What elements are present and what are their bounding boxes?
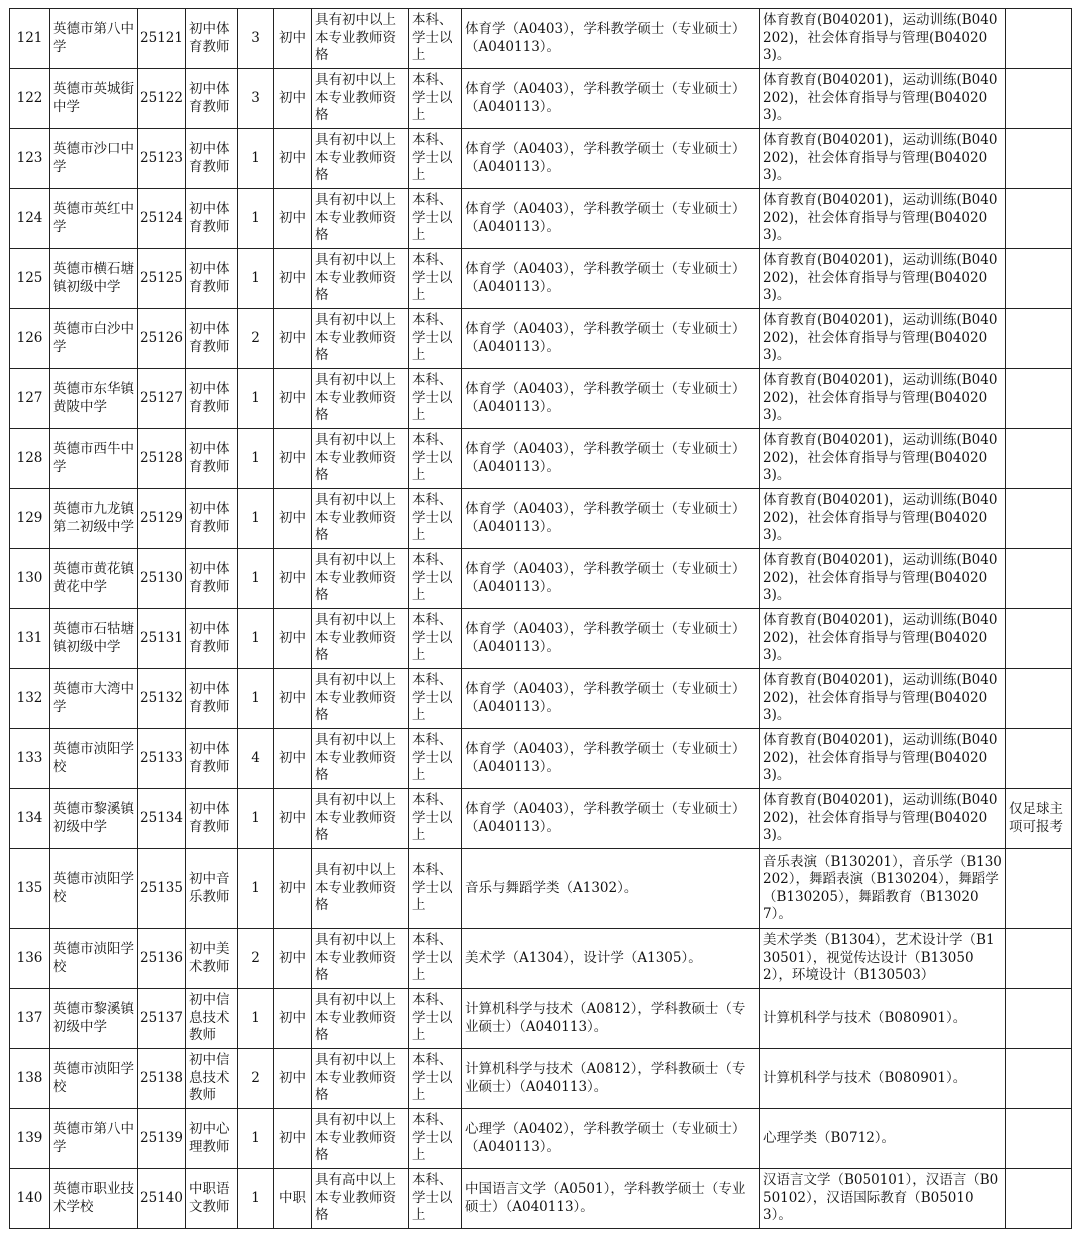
education-cell: 本科、学士以上: [409, 369, 462, 429]
employer-unit-cell: 英德市英红中学: [50, 189, 138, 249]
employer-unit-cell: 英德市白沙中学: [50, 309, 138, 369]
post-code-cell: 25124: [138, 189, 186, 249]
qualification-cell: 具有初中以上本专业教师资格: [312, 129, 409, 189]
postgraduate-major-cell: 美术学（A1304），设计学（A1305）。: [462, 929, 760, 989]
table-row: [10, 249, 1072, 309]
school-level-cell: 初中: [274, 669, 312, 729]
post-code-cell: 25121: [138, 9, 186, 69]
school-level-cell: 初中: [274, 1109, 312, 1169]
education-cell: 本科、学士以上: [409, 249, 462, 309]
postgraduate-major-cell: 计算机科学与技术（A0812），学科教硕士（专业硕士）（A040113）。: [462, 989, 760, 1049]
qualification-cell: 具有初中以上本专业教师资格: [312, 249, 409, 309]
hire-count-cell: 1: [238, 249, 274, 309]
postgraduate-major-cell: 体育学（A0403），学科教学硕士（专业硕士）（A040113）。: [462, 609, 760, 669]
education-cell: 本科、学士以上: [409, 309, 462, 369]
post-name-cell: 初中体育教师: [186, 429, 238, 489]
hire-count-cell: 4: [238, 729, 274, 789]
table-row: [10, 549, 1072, 609]
remark-cell: [1006, 429, 1072, 489]
hire-count-cell: 3: [238, 69, 274, 129]
qualification-cell: 具有初中以上本专业教师资格: [312, 929, 409, 989]
remark-cell: [1006, 1109, 1072, 1169]
table-row: [10, 789, 1072, 849]
postgraduate-major-cell: 计算机科学与技术（A0812），学科教硕士（专业硕士）（A040113）。: [462, 1049, 760, 1109]
qualification-cell: 具有初中以上本专业教师资格: [312, 669, 409, 729]
hire-count-cell: 2: [238, 309, 274, 369]
education-cell: 本科、学士以上: [409, 129, 462, 189]
qualification-cell: 具有初中以上本专业教师资格: [312, 989, 409, 1049]
undergraduate-major-cell: 体育教育(B040201)，运动训练(B040202)，社会体育指导与管理(B040203)。: [760, 189, 1006, 249]
employer-unit-cell: 英德市西牛中学: [50, 429, 138, 489]
undergraduate-major-cell: 体育教育(B040201)，运动训练(B040202)，社会体育指导与管理(B040203)。: [760, 309, 1006, 369]
qualification-cell: 具有初中以上本专业教师资格: [312, 309, 409, 369]
post-code-cell: 25140: [138, 1169, 186, 1229]
postgraduate-major-cell: 体育学（A0403），学科教学硕士（专业硕士）（A040113）。: [462, 729, 760, 789]
table-row: [10, 669, 1072, 729]
table-row: [10, 189, 1072, 249]
post-code-cell: 25133: [138, 729, 186, 789]
table-row: [10, 369, 1072, 429]
remark-cell: [1006, 1169, 1072, 1229]
table-row: [10, 1109, 1072, 1169]
school-level-cell: 初中: [274, 549, 312, 609]
education-cell: 本科、学士以上: [409, 549, 462, 609]
hire-count-cell: 1: [238, 609, 274, 669]
school-level-cell: 初中: [274, 609, 312, 669]
table-row: [10, 129, 1072, 189]
post-code-cell: 25132: [138, 669, 186, 729]
row-number-cell: 140: [10, 1169, 50, 1229]
row-number-cell: 134: [10, 789, 50, 849]
row-number-cell: 131: [10, 609, 50, 669]
school-level-cell: 初中: [274, 929, 312, 989]
hire-count-cell: 1: [238, 429, 274, 489]
qualification-cell: 具有初中以上本专业教师资格: [312, 489, 409, 549]
hire-count-cell: 2: [238, 929, 274, 989]
postgraduate-major-cell: 音乐与舞蹈学类（A1302）。: [462, 849, 760, 929]
remark-cell: [1006, 69, 1072, 129]
undergraduate-major-cell: 计算机科学与技术（B080901）。: [760, 1049, 1006, 1109]
qualification-cell: 具有初中以上本专业教师资格: [312, 189, 409, 249]
hire-count-cell: 2: [238, 1049, 274, 1109]
education-cell: 本科、学士以上: [409, 69, 462, 129]
employer-unit-cell: 英德市东华镇黄陂中学: [50, 369, 138, 429]
remark-cell: [1006, 249, 1072, 309]
education-cell: 本科、学士以上: [409, 189, 462, 249]
education-cell: 本科、学士以上: [409, 789, 462, 849]
recruitment-table: [9, 8, 1072, 1229]
post-code-cell: 25137: [138, 989, 186, 1049]
employer-unit-cell: 英德市第八中学: [50, 9, 138, 69]
post-code-cell: 25135: [138, 849, 186, 929]
post-name-cell: 初中信息技术教师: [186, 989, 238, 1049]
remark-cell: [1006, 1049, 1072, 1109]
post-name-cell: 初中体育教师: [186, 369, 238, 429]
education-cell: 本科、学士以上: [409, 1049, 462, 1109]
row-number-cell: 136: [10, 929, 50, 989]
undergraduate-major-cell: 体育教育(B040201)，运动训练(B040202)，社会体育指导与管理(B040203)。: [760, 549, 1006, 609]
qualification-cell: 具有初中以上本专业教师资格: [312, 789, 409, 849]
post-name-cell: 初中体育教师: [186, 549, 238, 609]
education-cell: 本科、学士以上: [409, 489, 462, 549]
post-name-cell: 初中体育教师: [186, 189, 238, 249]
remark-cell: [1006, 489, 1072, 549]
post-name-cell: 初中心理教师: [186, 1109, 238, 1169]
post-code-cell: 25134: [138, 789, 186, 849]
school-level-cell: 初中: [274, 129, 312, 189]
school-level-cell: 初中: [274, 369, 312, 429]
qualification-cell: 具有初中以上本专业教师资格: [312, 609, 409, 669]
qualification-cell: 具有初中以上本专业教师资格: [312, 549, 409, 609]
remark-cell: [1006, 369, 1072, 429]
post-code-cell: 25130: [138, 549, 186, 609]
qualification-cell: 具有初中以上本专业教师资格: [312, 429, 409, 489]
table-row: [10, 609, 1072, 669]
postgraduate-major-cell: 体育学（A0403），学科教学硕士（专业硕士）（A040113）。: [462, 69, 760, 129]
postgraduate-major-cell: 体育学（A0403），学科教学硕士（专业硕士）（A040113）。: [462, 369, 760, 429]
table-row: [10, 989, 1072, 1049]
remark-cell: 仅足球主项可报考: [1006, 789, 1072, 849]
hire-count-cell: 1: [238, 549, 274, 609]
post-name-cell: 初中美术教师: [186, 929, 238, 989]
remark-cell: [1006, 309, 1072, 369]
undergraduate-major-cell: 计算机科学与技术（B080901）。: [760, 989, 1006, 1049]
qualification-cell: 具有初中以上本专业教师资格: [312, 69, 409, 129]
remark-cell: [1006, 989, 1072, 1049]
table-body: [10, 9, 1072, 1229]
school-level-cell: 初中: [274, 789, 312, 849]
qualification-cell: 具有初中以上本专业教师资格: [312, 1109, 409, 1169]
school-level-cell: 初中: [274, 309, 312, 369]
remark-cell: [1006, 189, 1072, 249]
education-cell: 本科、学士以上: [409, 989, 462, 1049]
hire-count-cell: 1: [238, 129, 274, 189]
postgraduate-major-cell: 体育学（A0403），学科教学硕士（专业硕士）（A040113）。: [462, 789, 760, 849]
row-number-cell: 126: [10, 309, 50, 369]
row-number-cell: 129: [10, 489, 50, 549]
education-cell: 本科、学士以上: [409, 609, 462, 669]
education-cell: 本科、学士以上: [409, 1169, 462, 1229]
hire-count-cell: 1: [238, 789, 274, 849]
hire-count-cell: 1: [238, 989, 274, 1049]
employer-unit-cell: 英德市石牯塘镇初级中学: [50, 609, 138, 669]
table-row: [10, 69, 1072, 129]
row-number-cell: 124: [10, 189, 50, 249]
row-number-cell: 130: [10, 549, 50, 609]
qualification-cell: 具有初中以上本专业教师资格: [312, 1049, 409, 1109]
row-number-cell: 137: [10, 989, 50, 1049]
school-level-cell: 初中: [274, 989, 312, 1049]
school-level-cell: 中职: [274, 1169, 312, 1229]
row-number-cell: 138: [10, 1049, 50, 1109]
undergraduate-major-cell: 体育教育(B040201)，运动训练(B040202)，社会体育指导与管理(B040203)。: [760, 249, 1006, 309]
undergraduate-major-cell: 体育教育(B040201)，运动训练(B040202)，社会体育指导与管理(B040203)。: [760, 609, 1006, 669]
undergraduate-major-cell: 汉语言文学（B050101），汉语言（B050102），汉语国际教育（B050103）。: [760, 1169, 1006, 1229]
undergraduate-major-cell: 体育教育(B040201)，运动训练(B040202)，社会体育指导与管理(B040203)。: [760, 369, 1006, 429]
row-number-cell: 123: [10, 129, 50, 189]
post-name-cell: 初中体育教师: [186, 729, 238, 789]
table-row: [10, 429, 1072, 489]
employer-unit-cell: 英德市浈阳学校: [50, 1049, 138, 1109]
remark-cell: [1006, 9, 1072, 69]
row-number-cell: 121: [10, 9, 50, 69]
post-code-cell: 25139: [138, 1109, 186, 1169]
employer-unit-cell: 英德市黄花镇黄花中学: [50, 549, 138, 609]
post-code-cell: 25125: [138, 249, 186, 309]
post-name-cell: 初中体育教师: [186, 129, 238, 189]
education-cell: 本科、学士以上: [409, 9, 462, 69]
employer-unit-cell: 英德市职业技术学校: [50, 1169, 138, 1229]
school-level-cell: 初中: [274, 729, 312, 789]
school-level-cell: 初中: [274, 489, 312, 549]
post-name-cell: 初中体育教师: [186, 309, 238, 369]
postgraduate-major-cell: 心理学（A0402），学科教学硕士（专业硕士）（A040113）。: [462, 1109, 760, 1169]
postgraduate-major-cell: 体育学（A0403），学科教学硕士（专业硕士）（A040113）。: [462, 189, 760, 249]
hire-count-cell: 1: [238, 1169, 274, 1229]
table-row: [10, 1049, 1072, 1109]
employer-unit-cell: 英德市黎溪镇初级中学: [50, 789, 138, 849]
school-level-cell: 初中: [274, 1049, 312, 1109]
qualification-cell: 具有初中以上本专业教师资格: [312, 729, 409, 789]
row-number-cell: 139: [10, 1109, 50, 1169]
hire-count-cell: 1: [238, 849, 274, 929]
education-cell: 本科、学士以上: [409, 729, 462, 789]
postgraduate-major-cell: 中国语言文学（A0501），学科教学硕士（专业硕士）（A040113）。: [462, 1169, 760, 1229]
table-row: [10, 729, 1072, 789]
education-cell: 本科、学士以上: [409, 929, 462, 989]
undergraduate-major-cell: 体育教育(B040201)，运动训练(B040202)，社会体育指导与管理(B040203)。: [760, 669, 1006, 729]
remark-cell: [1006, 129, 1072, 189]
school-level-cell: 初中: [274, 189, 312, 249]
post-code-cell: 25131: [138, 609, 186, 669]
table-row: [10, 1169, 1072, 1229]
post-name-cell: 初中体育教师: [186, 249, 238, 309]
undergraduate-major-cell: 体育教育(B040201)，运动训练(B040202)，社会体育指导与管理(B040203)。: [760, 9, 1006, 69]
qualification-cell: 具有高中以上本专业教师资格: [312, 1169, 409, 1229]
undergraduate-major-cell: 体育教育(B040201)，运动训练(B040202)，社会体育指导与管理(B040203)。: [760, 729, 1006, 789]
post-code-cell: 25126: [138, 309, 186, 369]
row-number-cell: 127: [10, 369, 50, 429]
school-level-cell: 初中: [274, 849, 312, 929]
remark-cell: [1006, 549, 1072, 609]
employer-unit-cell: 英德市浈阳学校: [50, 929, 138, 989]
school-level-cell: 初中: [274, 69, 312, 129]
undergraduate-major-cell: 体育教育(B040201)，运动训练(B040202)，社会体育指导与管理(B040203)。: [760, 69, 1006, 129]
post-name-cell: 初中体育教师: [186, 69, 238, 129]
post-code-cell: 25122: [138, 69, 186, 129]
hire-count-cell: 1: [238, 1109, 274, 1169]
row-number-cell: 132: [10, 669, 50, 729]
post-code-cell: 25123: [138, 129, 186, 189]
table-row: [10, 309, 1072, 369]
post-name-cell: 初中体育教师: [186, 789, 238, 849]
undergraduate-major-cell: 体育教育(B040201)，运动训练(B040202)，社会体育指导与管理(B040203)。: [760, 129, 1006, 189]
post-name-cell: 初中音乐教师: [186, 849, 238, 929]
undergraduate-major-cell: 体育教育(B040201)，运动训练(B040202)，社会体育指导与管理(B040203)。: [760, 789, 1006, 849]
education-cell: 本科、学士以上: [409, 1109, 462, 1169]
qualification-cell: 具有初中以上本专业教师资格: [312, 369, 409, 429]
post-code-cell: 25129: [138, 489, 186, 549]
table-row: [10, 489, 1072, 549]
postgraduate-major-cell: 体育学（A0403），学科教学硕士（专业硕士）（A040113）。: [462, 249, 760, 309]
table-row: [10, 929, 1072, 989]
remark-cell: [1006, 849, 1072, 929]
remark-cell: [1006, 669, 1072, 729]
post-code-cell: 25127: [138, 369, 186, 429]
post-name-cell: 初中体育教师: [186, 489, 238, 549]
remark-cell: [1006, 929, 1072, 989]
undergraduate-major-cell: 体育教育(B040201)，运动训练(B040202)，社会体育指导与管理(B040203)。: [760, 489, 1006, 549]
table-row: [10, 9, 1072, 69]
employer-unit-cell: 英德市英城街中学: [50, 69, 138, 129]
row-number-cell: 133: [10, 729, 50, 789]
hire-count-cell: 1: [238, 369, 274, 429]
post-name-cell: 中职语文教师: [186, 1169, 238, 1229]
postgraduate-major-cell: 体育学（A0403），学科教学硕士（专业硕士）（A040113）。: [462, 549, 760, 609]
post-code-cell: 25136: [138, 929, 186, 989]
education-cell: 本科、学士以上: [409, 849, 462, 929]
postgraduate-major-cell: 体育学（A0403），学科教学硕士（专业硕士）（A040113）。: [462, 429, 760, 489]
undergraduate-major-cell: 美术学类（B1304），艺术设计学（B130501），视觉传达设计（B130502），环境设计（B130503）: [760, 929, 1006, 989]
employer-unit-cell: 英德市沙口中学: [50, 129, 138, 189]
remark-cell: [1006, 729, 1072, 789]
post-name-cell: 初中信息技术教师: [186, 1049, 238, 1109]
qualification-cell: 具有初中以上本专业教师资格: [312, 849, 409, 929]
hire-count-cell: 3: [238, 9, 274, 69]
employer-unit-cell: 英德市横石塘镇初级中学: [50, 249, 138, 309]
employer-unit-cell: 英德市黎溪镇初级中学: [50, 989, 138, 1049]
employer-unit-cell: 英德市浈阳学校: [50, 729, 138, 789]
school-level-cell: 初中: [274, 249, 312, 309]
employer-unit-cell: 英德市大湾中学: [50, 669, 138, 729]
postgraduate-major-cell: 体育学（A0403），学科教学硕士（专业硕士）（A040113）。: [462, 489, 760, 549]
employer-unit-cell: 英德市九龙镇第二初级中学: [50, 489, 138, 549]
undergraduate-major-cell: 体育教育(B040201)，运动训练(B040202)，社会体育指导与管理(B040203)。: [760, 429, 1006, 489]
row-number-cell: 128: [10, 429, 50, 489]
hire-count-cell: 1: [238, 489, 274, 549]
qualification-cell: 具有初中以上本专业教师资格: [312, 9, 409, 69]
row-number-cell: 122: [10, 69, 50, 129]
row-number-cell: 125: [10, 249, 50, 309]
post-name-cell: 初中体育教师: [186, 609, 238, 669]
education-cell: 本科、学士以上: [409, 669, 462, 729]
post-name-cell: 初中体育教师: [186, 9, 238, 69]
post-name-cell: 初中体育教师: [186, 669, 238, 729]
hire-count-cell: 1: [238, 669, 274, 729]
school-level-cell: 初中: [274, 9, 312, 69]
undergraduate-major-cell: 心理学类（B0712）。: [760, 1109, 1006, 1169]
employer-unit-cell: 英德市第八中学: [50, 1109, 138, 1169]
undergraduate-major-cell: 音乐表演（B130201），音乐学（B130202），舞蹈表演（B130204），舞蹈学（B130205），舞蹈教育（B130207）。: [760, 849, 1006, 929]
employer-unit-cell: 英德市浈阳学校: [50, 849, 138, 929]
postgraduate-major-cell: 体育学（A0403），学科教学硕士（专业硕士）（A040113）。: [462, 129, 760, 189]
row-number-cell: 135: [10, 849, 50, 929]
education-cell: 本科、学士以上: [409, 429, 462, 489]
table-row: [10, 849, 1072, 929]
post-code-cell: 25128: [138, 429, 186, 489]
post-code-cell: 25138: [138, 1049, 186, 1109]
postgraduate-major-cell: 体育学（A0403），学科教学硕士（专业硕士）（A040113）。: [462, 669, 760, 729]
postgraduate-major-cell: 体育学（A0403），学科教学硕士（专业硕士）（A040113）。: [462, 9, 760, 69]
remark-cell: [1006, 609, 1072, 669]
postgraduate-major-cell: 体育学（A0403），学科教学硕士（专业硕士）（A040113）。: [462, 309, 760, 369]
school-level-cell: 初中: [274, 429, 312, 489]
hire-count-cell: 1: [238, 189, 274, 249]
